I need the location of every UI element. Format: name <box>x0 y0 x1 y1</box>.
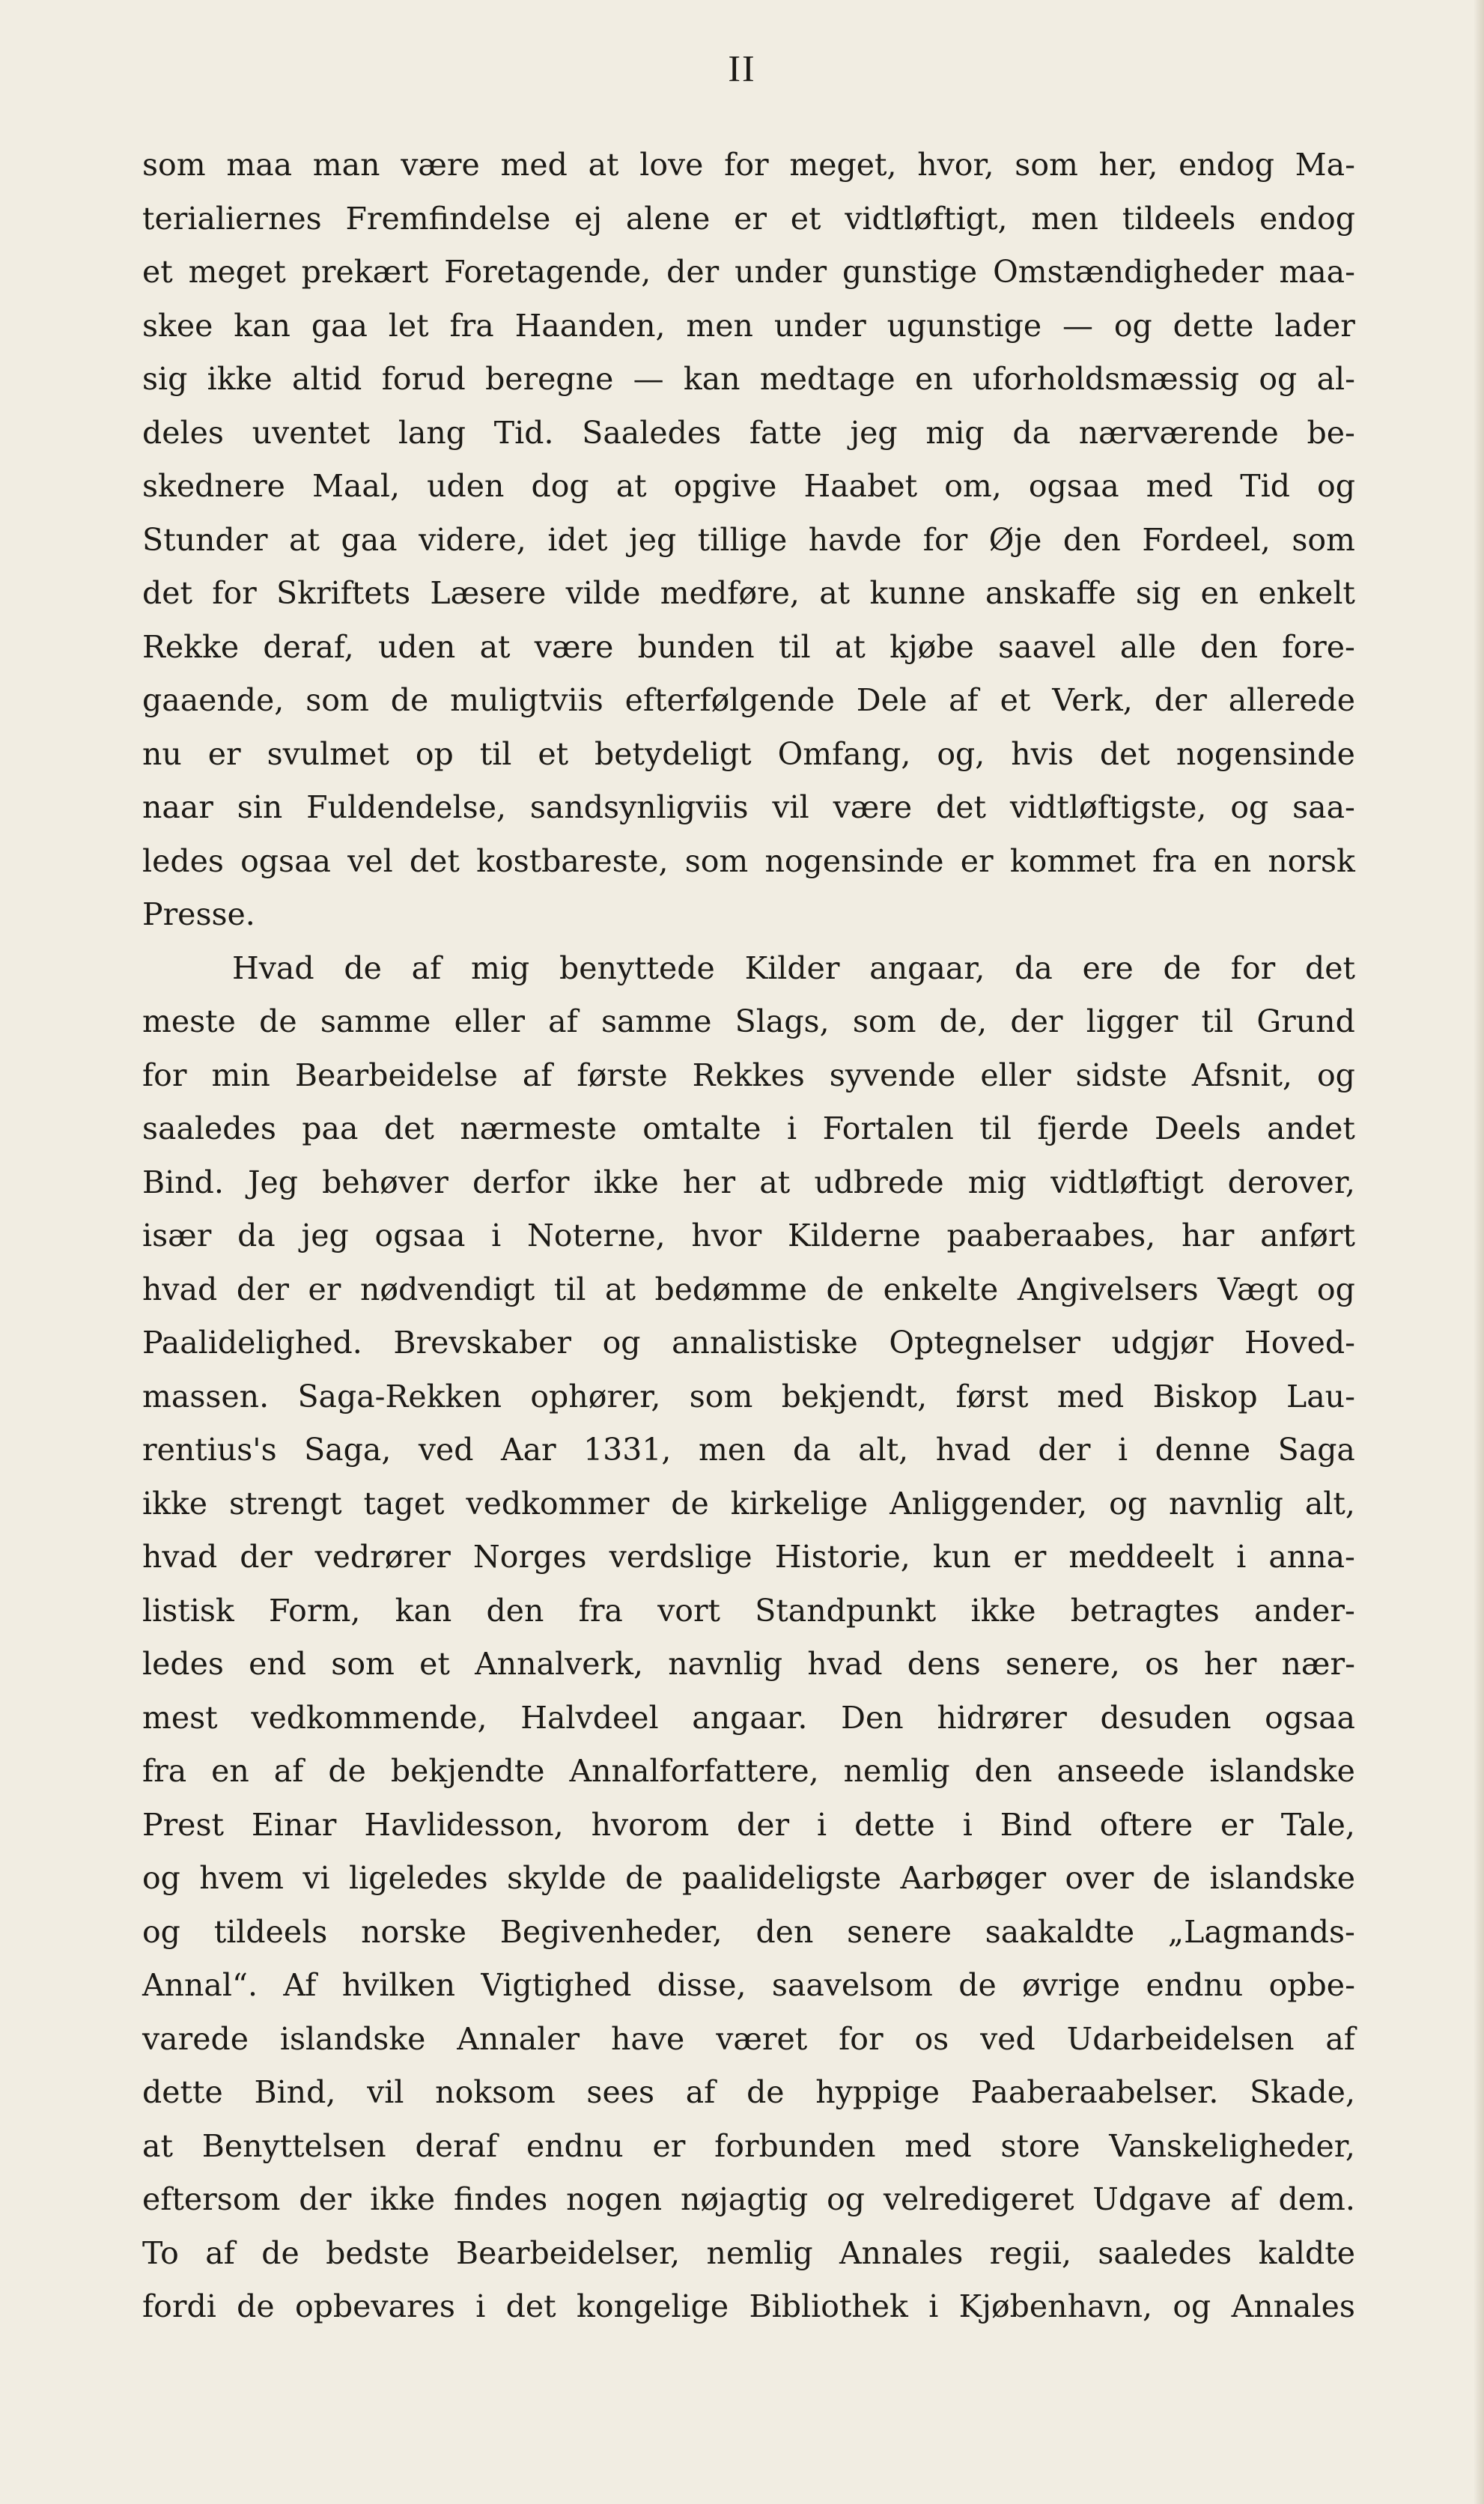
text-line: saaledes paa det nærmeste omtalte i Fortalen til fjerde Deels andet <box>142 1110 1355 1146</box>
text-line: eftersom der ikke findes nogen nøjagtig og velredigeret Udgave af dem. <box>142 2181 1355 2217</box>
text-line: hvad der vedrører Norges verdslige Historie, kun er meddeelt i anna- <box>142 1539 1355 1575</box>
text-line: terialiernes Fremfindelse ej alene er et vidtløftigt, men tildeels endog <box>142 200 1355 237</box>
text-line: skednere Maal, uden dog at opgive Haabet om, ogsaa med Tid og <box>142 468 1355 504</box>
text-line: massen. Saga-Rekken ophører, som bekjendt, først med Biskop Lau- <box>142 1378 1355 1414</box>
text-line: som maa man være med at love for meget, hvor, som her, endog Ma- <box>142 147 1355 183</box>
text-line: gaaende, som de muligtviis efterfølgende Dele af et Verk, der allerede <box>142 682 1355 718</box>
text-line: mest vedkommende, Halvdeel angaar. Den hidrører desuden ogsaa <box>142 1699 1355 1736</box>
text-line: og hvem vi ligeledes skylde de paalideligste Aarbøger over de islandske <box>142 1860 1355 1896</box>
text-line: for min Bearbeidelse af første Rekkes syvende eller sidste Afsnit, og <box>142 1057 1355 1093</box>
body-text <box>142 139 1355 2334</box>
text-line: fordi de opbevares i det kongelige Bibliothek i Kjøbenhavn, og Annales <box>142 2288 1355 2324</box>
text-line: Presse. <box>142 896 255 932</box>
text-line: naar sin Fuldendelse, sandsynligviis vil være det vidtløftigste, og saa- <box>142 789 1355 825</box>
text-line: Prest Einar Havlidesson, hvorom der i dette i Bind oftere er Tale, <box>142 1806 1355 1843</box>
text-line: Rekke deraf, uden at være bunden til at kjøbe saavel alle den fore- <box>142 628 1355 665</box>
text-line: skee kan gaa let fra Haanden, men under ugunstige — og dette lader <box>142 307 1355 344</box>
text-line: især da jeg ogsaa i Noterne, hvor Kilderne paaberaabes, har anført <box>142 1218 1355 1253</box>
text-line: et meget prekært Foretagende, der under gunstige Omstændigheder maa- <box>142 254 1355 290</box>
text-line: nu er svulmet op til et betydeligt Omfang, og, hvis det nogensinde <box>142 735 1355 772</box>
text-line: Bind. Jeg behøver derfor ikke her at udbrede mig vidtløftigt derover, <box>142 1164 1355 1200</box>
text-line: det for Skriftets Læsere vilde medføre, at kunne anskaffe sig en enkelt <box>142 575 1355 611</box>
text-line: varede islandske Annaler have været for os ved Udarbeidelsen af <box>142 2020 1355 2057</box>
text-line: dette Bind, vil noksom sees af de hyppige Paaberaabelser. Skade, <box>142 2074 1355 2110</box>
text-line: rentius's Saga, ved Aar 1331, men da alt, hvad der i denne Saga <box>142 1432 1355 1468</box>
text-line: meste de samme eller af samme Slags, som de, der ligger til Grund <box>142 1003 1355 1039</box>
text-line: listisk Form, kan den fra vort Standpunkt ikke betragtes ander- <box>142 1592 1355 1629</box>
text-line: Paalidelighed. Brevskaber og annalistiske Optegnelser udgjør Hoved- <box>142 1325 1355 1361</box>
page-number: II <box>728 47 756 89</box>
text-line: og tildeels norske Begivenheder, den senere saakaldte „Lagmands- <box>142 1913 1355 1950</box>
text-line: fra en af de bekjendte Annalforfattere, nemlig den anseede islandske <box>142 1753 1355 1789</box>
text-line: sig ikke altid forud beregne — kan medtage en uforholdsmæssig og al- <box>142 361 1355 397</box>
text-line: Annal“. Af hvilken Vigtighed disse, saavelsom de øvrige endnu opbe- <box>142 1967 1355 2003</box>
text-line: deles uventet lang Tid. Saaledes fatte jeg mig da nærværende be- <box>142 414 1355 451</box>
text-line: Stunder at gaa videre, idet jeg tillige havde for Øje den Fordeel, som <box>142 521 1355 558</box>
text-line: hvad der er nødvendigt til at bedømme de enkelte Angivelsers Vægt og <box>142 1271 1355 1307</box>
page-edge-shadow <box>1474 0 1484 2504</box>
text-line: at Benyttelsen deraf endnu er forbunden med store Vanskeligheder, <box>142 2127 1355 2164</box>
text-line: ikke strengt taget vedkommer de kirkelige Anliggender, og navnlig alt, <box>142 1485 1355 1522</box>
text-line: To af de bedste Bearbeidelser, nemlig Annales regii, saaledes kaldte <box>142 2234 1355 2271</box>
text-line: ledes end som et Annalverk, navnlig hvad dens senere, os her nær- <box>142 1646 1355 1682</box>
text-line: Hvad de af mig benyttede Kilder angaar, da ere de for det <box>232 949 1355 986</box>
text-line: ledes ogsaa vel det kostbareste, som nogensinde er kommet fra en norsk <box>142 842 1355 879</box>
